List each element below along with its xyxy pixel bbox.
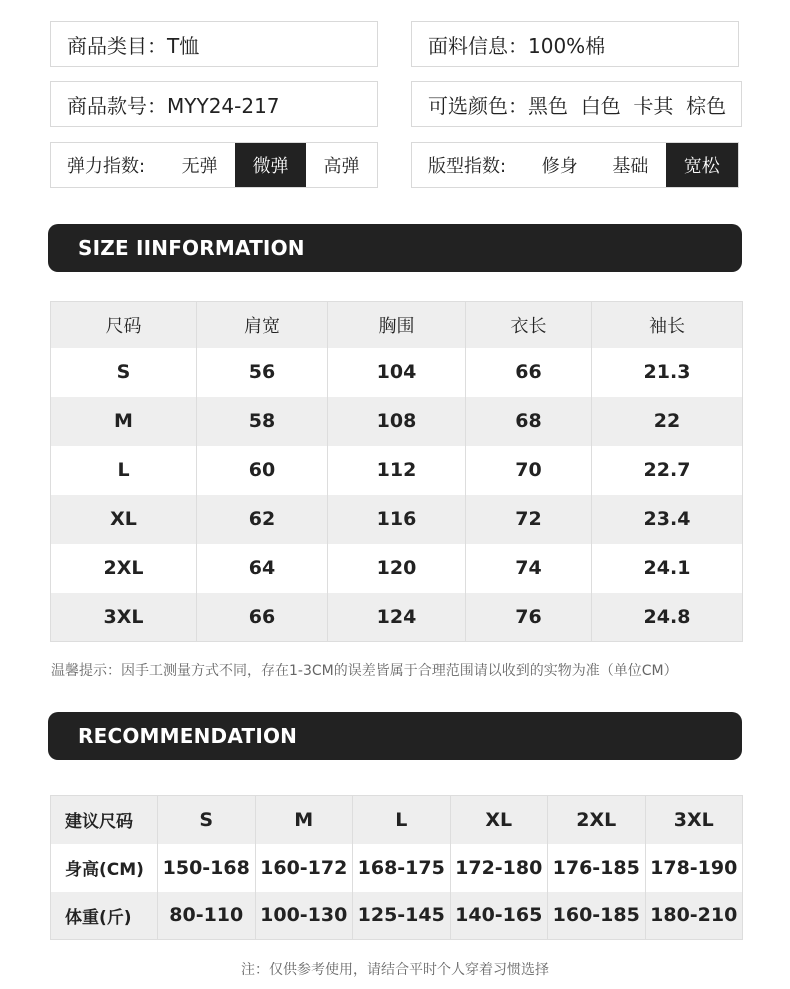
table-cell: 116 (328, 495, 466, 544)
table-cell: 180-210 (645, 892, 743, 940)
colors-box (411, 81, 742, 127)
rec-size-header: L (353, 796, 451, 844)
table-cell: 80-110 (158, 892, 256, 940)
elasticity-option-none: 无弹 (181, 156, 218, 177)
size-table-header-row (51, 302, 743, 348)
table-cell: S (51, 348, 197, 397)
rec-size-label: 建议尺码 (51, 796, 158, 844)
rec-height-row (51, 844, 743, 892)
measurement-note: 温馨提示：因手工测量方式不同，存在1-3CM的误差皆属于合理范围请以收到的实物为准（单位CM） (51, 663, 678, 679)
table-cell: 24.1 (592, 544, 743, 593)
rec-size-header: M (255, 796, 353, 844)
shoulder-col-header: 肩宽 (197, 302, 328, 348)
rec-weight-label: 体重(斤) (51, 892, 158, 940)
rec-size-header: 3XL (645, 796, 743, 844)
rec-weight-row (51, 892, 743, 940)
rec-header-row (51, 796, 743, 844)
reference-note: 注：仅供参考使用，请结合平时个人穿着习惯选择 (241, 962, 549, 978)
table-cell: 112 (328, 446, 466, 495)
table-cell: 100-130 (255, 892, 353, 940)
fit-option-slim: 修身 (541, 156, 578, 177)
elasticity-label: 弹力指数: (67, 156, 146, 177)
table-cell: 66 (197, 593, 328, 642)
table-cell: 104 (328, 348, 466, 397)
style-number-text: 商品款号：MYY24-217 (67, 93, 280, 118)
table-cell: 76 (466, 593, 592, 642)
table-cell: 64 (197, 544, 328, 593)
table-row (51, 544, 743, 593)
table-cell: 124 (328, 593, 466, 642)
table-cell: 176-185 (548, 844, 646, 892)
category-box (50, 21, 378, 67)
table-cell: 178-190 (645, 844, 743, 892)
table-cell: 150-168 (158, 844, 256, 892)
size-col-header: 尺码 (51, 302, 197, 348)
rec-size-header: XL (450, 796, 548, 844)
fit-option-loose: 宽松 (666, 143, 738, 187)
table-cell: 108 (328, 397, 466, 446)
table-cell: 24.8 (592, 593, 743, 642)
table-cell: 140-165 (450, 892, 548, 940)
fit-option-regular: 基础 (612, 156, 649, 177)
table-cell: 62 (197, 495, 328, 544)
size-table (50, 301, 743, 642)
rec-size-header: 2XL (548, 796, 646, 844)
rec-size-header: S (158, 796, 256, 844)
sleeve-col-header: 袖长 (592, 302, 743, 348)
table-cell: 56 (197, 348, 328, 397)
table-cell: 172-180 (450, 844, 548, 892)
table-cell: XL (51, 495, 197, 544)
table-cell: 72 (466, 495, 592, 544)
table-row (51, 593, 743, 642)
table-cell: 120 (328, 544, 466, 593)
table-cell: 168-175 (353, 844, 451, 892)
table-cell: 23.4 (592, 495, 743, 544)
table-cell: 160-185 (548, 892, 646, 940)
table-cell: M (51, 397, 197, 446)
size-info-header: SIZE IINFORMATION (48, 224, 742, 272)
category-text: 商品类目：T恤 (67, 33, 200, 58)
table-cell: 74 (466, 544, 592, 593)
rec-height-label: 身高(CM) (51, 844, 158, 892)
table-cell: 3XL (51, 593, 197, 642)
table-cell: 22.7 (592, 446, 743, 495)
elasticity-option-slight: 微弹 (235, 143, 306, 187)
fabric-text: 面料信息：100%棉 (428, 33, 606, 58)
table-cell: 22 (592, 397, 743, 446)
table-cell: 66 (466, 348, 592, 397)
table-row (51, 397, 743, 446)
colors-text: 可选颜色：黑色 白色 卡其 棕色 (428, 93, 727, 118)
elasticity-option-high: 高弹 (323, 156, 360, 177)
table-row (51, 446, 743, 495)
table-row (51, 495, 743, 544)
recommendation-header: RECOMMENDATION (48, 712, 742, 760)
chest-col-header: 胸围 (328, 302, 466, 348)
table-cell: 160-172 (255, 844, 353, 892)
recommendation-table (50, 795, 743, 940)
fabric-box (411, 21, 739, 67)
table-cell: 58 (197, 397, 328, 446)
fit-label: 版型指数: (428, 156, 507, 177)
table-cell: 21.3 (592, 348, 743, 397)
fit-index (411, 142, 739, 188)
style-number-box (50, 81, 378, 127)
table-cell: L (51, 446, 197, 495)
table-cell: 70 (466, 446, 592, 495)
table-cell: 2XL (51, 544, 197, 593)
table-row (51, 348, 743, 397)
length-col-header: 衣长 (466, 302, 592, 348)
elasticity-index (50, 142, 378, 188)
table-cell: 125-145 (353, 892, 451, 940)
table-cell: 60 (197, 446, 328, 495)
table-cell: 68 (466, 397, 592, 446)
